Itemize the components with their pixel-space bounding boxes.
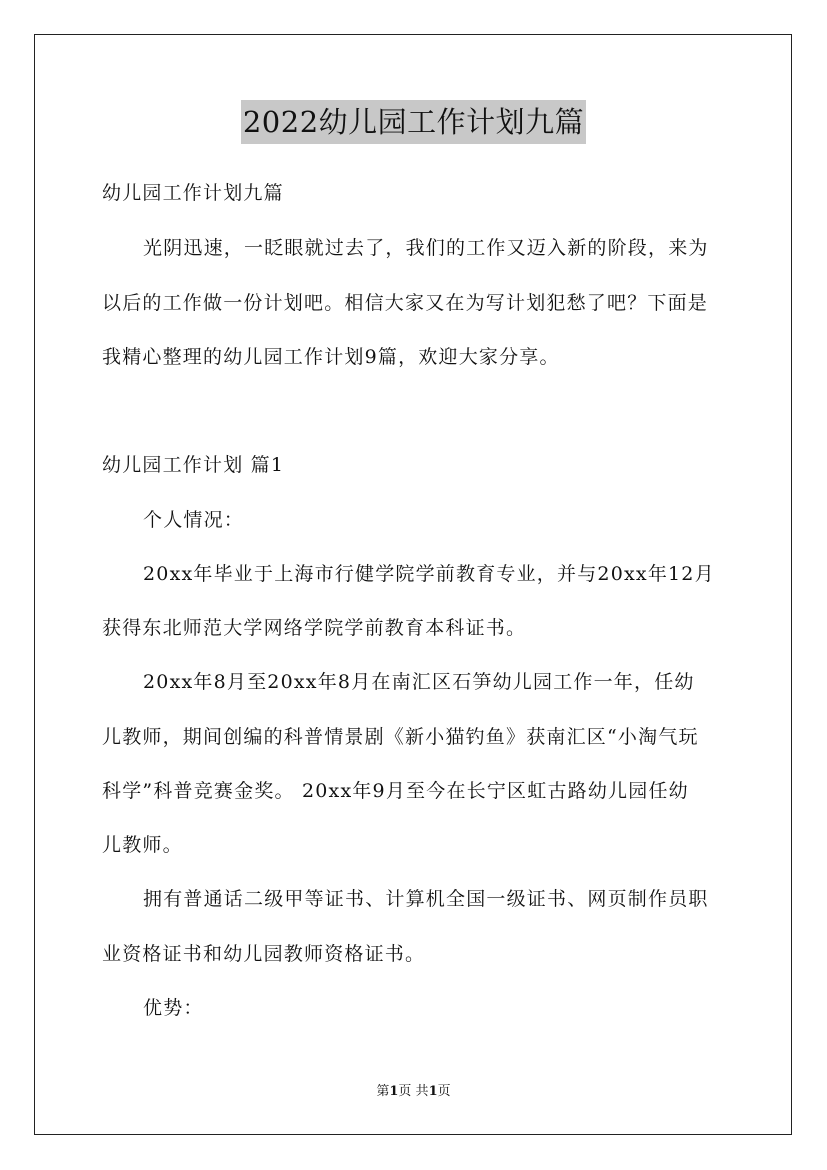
page-prefix: 第 <box>376 1084 390 1099</box>
paragraph-line: 拥有普通话二级甲等证书、计算机全国一级证书、网页制作员职 <box>143 888 709 910</box>
paragraph-line: 业资格证书和幼儿园教师资格证书。 <box>102 943 426 965</box>
paragraph-line: 获得东北师范大学网络学院学前教育本科证书。 <box>102 617 527 639</box>
paragraph-line: 儿教师，期间创编的科普情景剧《新小猫钓鱼》获南汇区“小淘气玩 <box>102 726 699 748</box>
paragraph-line: 优势： <box>143 997 204 1019</box>
page-number-footer <box>0 1083 827 1101</box>
paragraph-line: 个人情况： <box>143 509 245 531</box>
paragraph-line: 20xx年8月至20xx年8月在南汇区石笋幼儿园工作一年，任幼 <box>143 671 695 693</box>
document-title: 2022幼儿园工作计划九篇 <box>241 100 586 144</box>
paragraph-line: 光阴迅速，一眨眼就过去了，我们的工作又迈入新的阶段，来为 <box>143 237 709 259</box>
section-heading: 幼儿园工作计划 篇1 <box>102 454 285 476</box>
page-suffix: 页 <box>437 1084 451 1099</box>
paragraph-line: 以后的工作做一份计划吧。相信大家又在为写计划犯愁了吧？下面是 <box>102 292 709 314</box>
page-total: 1 <box>428 1084 438 1099</box>
page-mid: 页 共 <box>398 1084 429 1099</box>
paragraph-line: 我精心整理的幼儿园工作计划9篇，欢迎大家分享。 <box>102 346 560 368</box>
title-container <box>0 100 827 144</box>
paragraph-line: 科学”科普竞赛金奖。 20xx年9月至今在长宁区虹古路幼儿园任幼 <box>102 780 689 802</box>
subtitle-line: 幼儿园工作计划九篇 <box>102 182 284 204</box>
paragraph-line: 儿教师。 <box>102 834 183 856</box>
paragraph-line: 20xx年毕业于上海市行健学院学前教育专业，并与20xx年12月 <box>143 563 715 585</box>
page-current: 1 <box>389 1084 399 1099</box>
